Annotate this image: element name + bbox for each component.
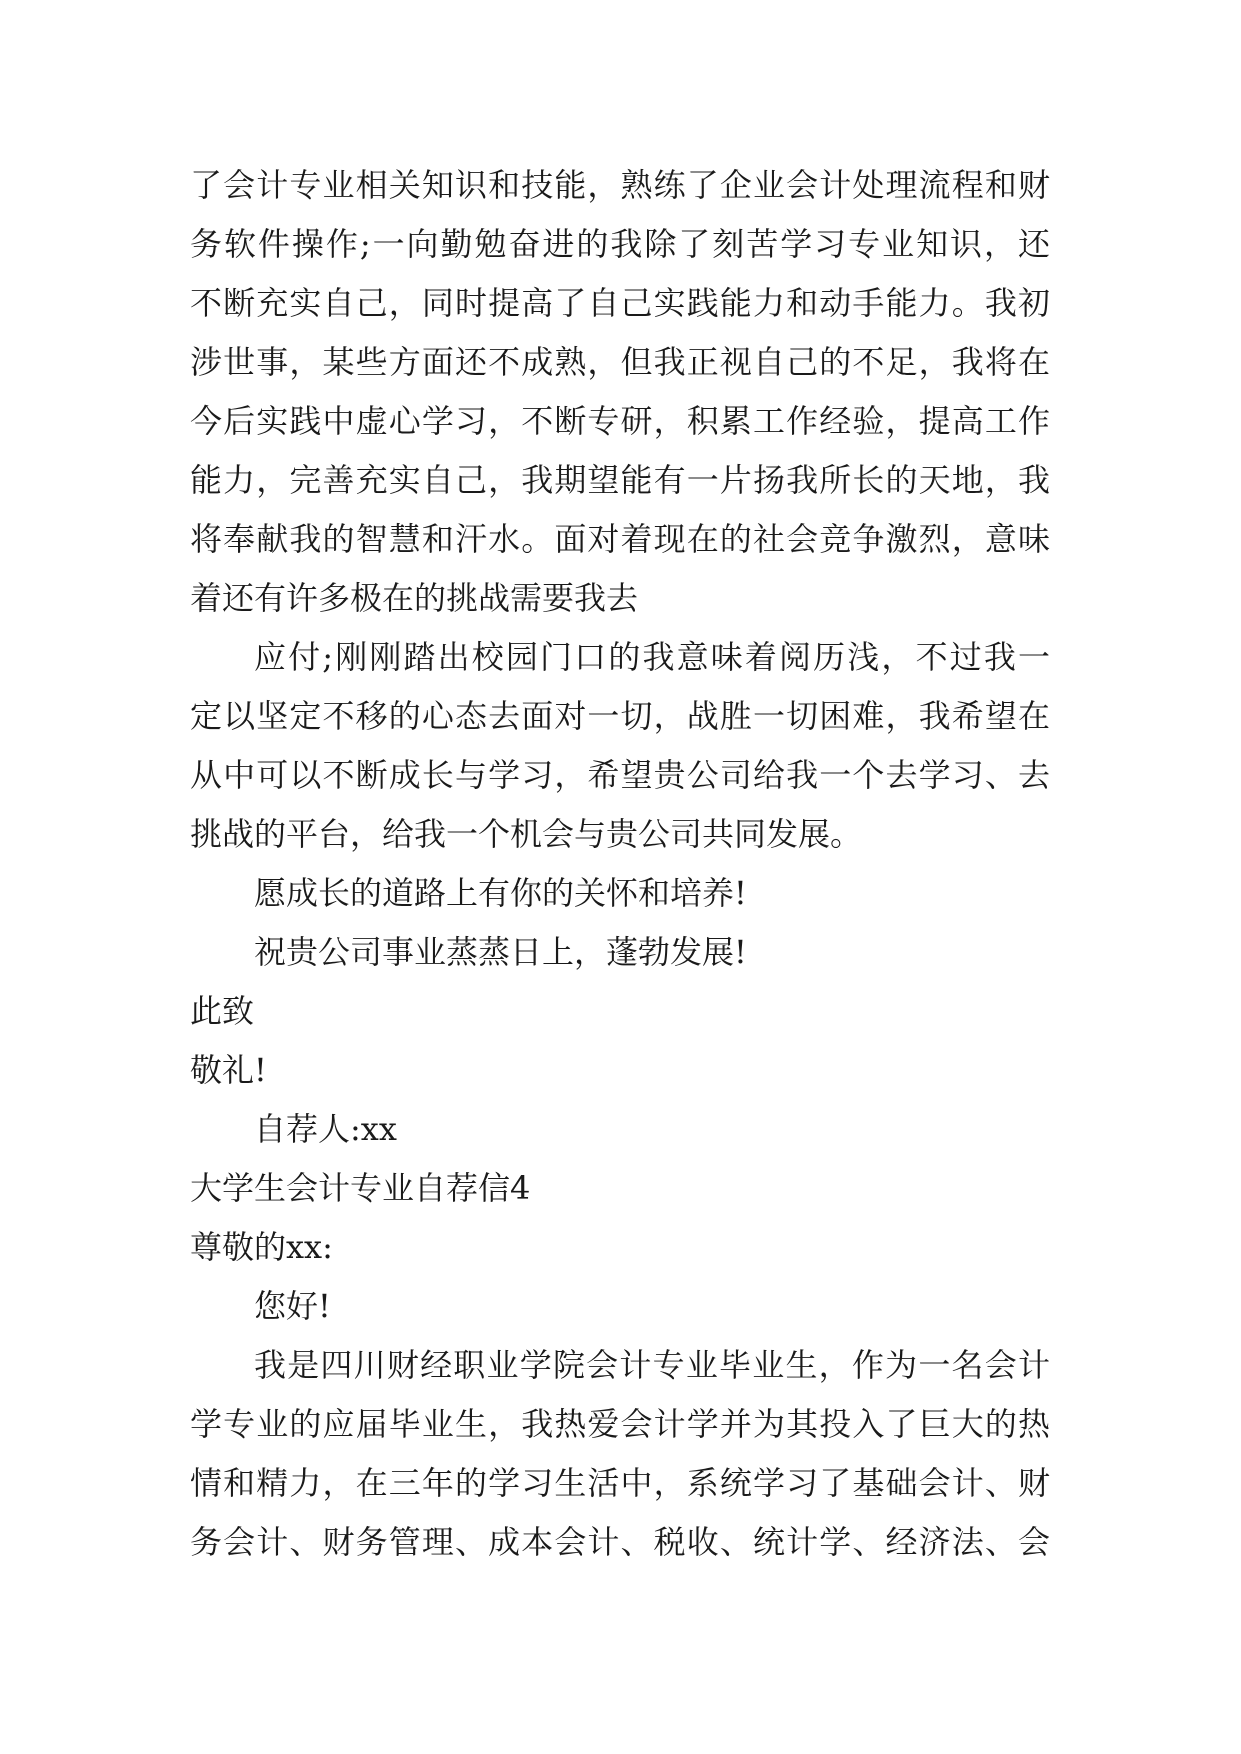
- closing-phrase: 此致: [190, 992, 255, 1030]
- text-line: 今后实践中虚心学习，不断专研，积累工作经验，提高工作: [190, 402, 1050, 440]
- greeting: 您好!: [254, 1287, 331, 1325]
- text-line: 能力，完善充实自己，我期望能有一片扬我所长的天地，我: [190, 461, 1050, 499]
- text-line: 愿成长的道路上有你的关怀和培养!: [254, 874, 747, 912]
- text-line: 从中可以不断成长与学习，希望贵公司给我一个去学习、去: [190, 756, 1050, 794]
- text-line: 应付;刚刚踏出校园门口的我意味着阅历浅，不过我一: [254, 638, 1050, 676]
- text-line: 挑战的平台，给我一个机会与贵公司共同发展。: [190, 815, 863, 853]
- text-line: 祝贵公司事业蒸蒸日上，蓬勃发展!: [254, 933, 747, 971]
- text-line: 将奉献我的智慧和汗水。面对着现在的社会竞争激烈，意味: [190, 520, 1050, 558]
- text-line: 不断充实自己，同时提高了自己实践能力和动手能力。我初: [190, 284, 1050, 322]
- section-title: 大学生会计专业自荐信4: [190, 1169, 531, 1207]
- document-body: [190, 156, 1050, 1572]
- text-line: 定以坚定不移的心态去面对一切，战胜一切困难，我希望在: [190, 697, 1050, 735]
- greeting-addressee: 尊敬的xx:: [190, 1228, 333, 1266]
- text-line: 务软件操作;一向勤勉奋进的我除了刻苦学习专业知识，还: [190, 225, 1050, 263]
- text-line: 着还有许多极在的挑战需要我去: [190, 579, 639, 617]
- signature-line: 自荐人:xx: [254, 1110, 397, 1148]
- text-line: 涉世事，某些方面还不成熟，但我正视自己的不足，我将在: [190, 343, 1050, 381]
- text-line: 了会计专业相关知识和技能，熟练了企业会计处理流程和财: [190, 166, 1050, 204]
- salutation-closing: 敬礼!: [190, 1051, 267, 1089]
- text-line: 我是四川财经职业学院会计专业毕业生，作为一名会计: [254, 1346, 1050, 1384]
- text-line: 务会计、财务管理、成本会计、税收、统计学、经济法、会: [190, 1523, 1050, 1561]
- text-line: 情和精力，在三年的学习生活中，系统学习了基础会计、财: [190, 1464, 1050, 1502]
- text-line: 学专业的应届毕业生，我热爱会计学并为其投入了巨大的热: [190, 1405, 1050, 1443]
